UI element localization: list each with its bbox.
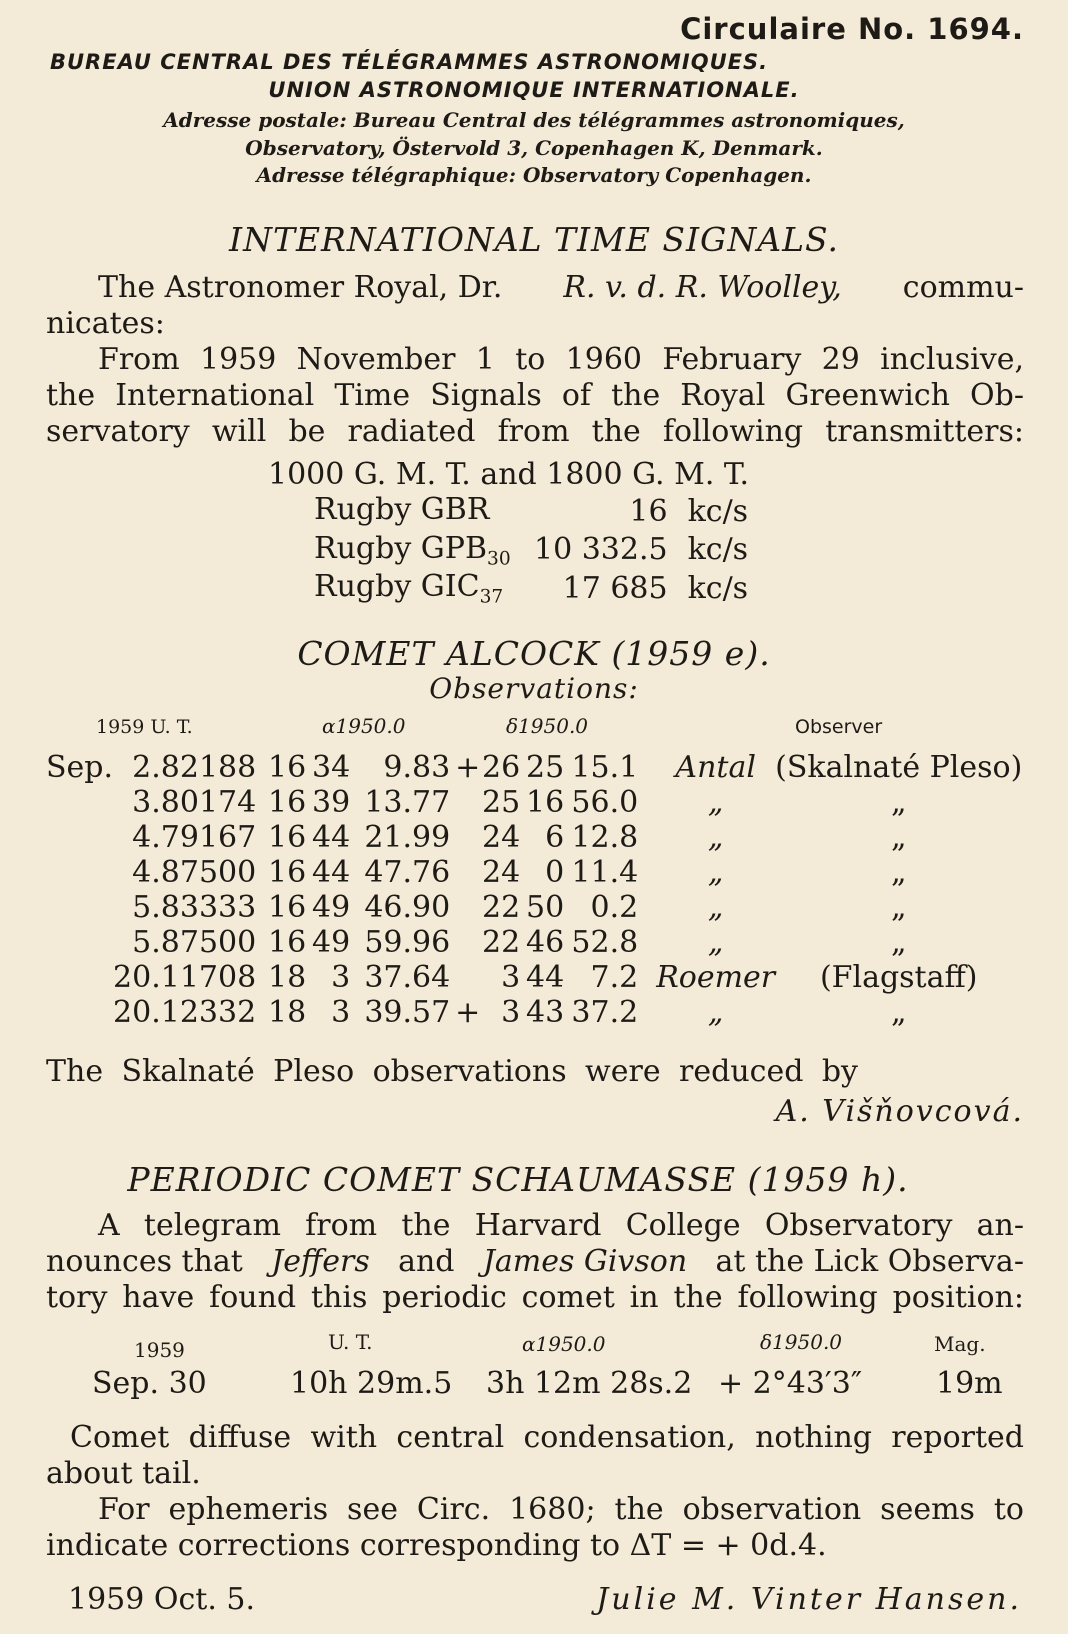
schaumasse-col-ra: α1950.0 bbox=[522, 1332, 606, 1356]
alcock-subtitle: Observations: bbox=[429, 672, 639, 705]
obs-ra-h: 18 bbox=[268, 960, 307, 995]
astronomer-name: R. v. d. R. Woolley, bbox=[563, 270, 842, 305]
postal-address-line-1: Adresse postale: Bureau Central des télégrammes astronomiques, bbox=[163, 108, 905, 132]
schaumasse-title: PERIODIC COMET SCHAUMASSE (1959 h). bbox=[127, 1160, 909, 1199]
circular-number: Circulaire No. 1694. bbox=[680, 12, 1024, 46]
obs-station: „ bbox=[890, 925, 907, 960]
obs-dec-d: 24 bbox=[482, 820, 521, 855]
intro-text-end: commu- bbox=[902, 270, 1024, 305]
schaumasse-col-dec: δ1950.0 bbox=[760, 1330, 843, 1354]
transmitter-station: Rugby $GIC_{37}$ bbox=[314, 569, 504, 608]
schaumasse-para-line-2 bbox=[46, 1244, 1024, 1279]
bureau-name: BUREAU CENTRAL DES TÉLÉGRAMMES ASTRONOMIQUES. bbox=[50, 50, 769, 74]
transmitter-row bbox=[314, 531, 748, 570]
obs-station: „ bbox=[890, 855, 907, 890]
obs-ra-s: 37.64 bbox=[364, 960, 451, 995]
obs-station: „ bbox=[890, 890, 907, 925]
obs-day: 3.80174 bbox=[132, 785, 257, 820]
schaumasse-ut: 10h 29m.5 bbox=[290, 1366, 453, 1401]
obs-dec-d: 26 bbox=[482, 750, 521, 785]
schaumasse-para-line-1: A telegram from the Harvard College Observatory an- bbox=[98, 1208, 1024, 1243]
schaumasse-para-line-3: tory have found this periodic comet in the following position: bbox=[46, 1280, 1024, 1315]
alcock-col-observer: Observer bbox=[795, 716, 883, 738]
obs-dec-m: 50 bbox=[526, 890, 565, 925]
comet-description-line-1: Comet diffuse with central condensation, nothing reported bbox=[70, 1420, 1024, 1455]
obs-day: 4.79167 bbox=[132, 820, 257, 855]
observation-row bbox=[46, 925, 1022, 960]
obs-ra-m: 34 bbox=[312, 750, 351, 785]
obs-day: 20.12332 bbox=[113, 995, 257, 1030]
schaumasse-mag: 19m bbox=[936, 1366, 1003, 1401]
obs-dec-d: 3 bbox=[501, 995, 521, 1030]
obs-ra-s: 46.90 bbox=[364, 890, 451, 925]
transmitter-frequency: 17 685 bbox=[562, 570, 668, 606]
obs-observer: „ bbox=[707, 855, 724, 890]
transmitter-frequency: 10 332.5 bbox=[534, 532, 668, 568]
alcock-col-dec: δ1950.0 bbox=[506, 714, 589, 738]
reducer-name: A. Višňovcová. bbox=[775, 1094, 1024, 1129]
obs-month bbox=[46, 890, 113, 925]
observation-row bbox=[46, 890, 1022, 925]
obs-observer: „ bbox=[707, 925, 724, 960]
text: nounces that bbox=[46, 1244, 243, 1279]
observation-row bbox=[46, 820, 1022, 855]
obs-observer: Antal bbox=[675, 750, 756, 785]
obs-station: (Skalnaté Pleso) bbox=[775, 750, 1023, 785]
reduction-note: The Skalnaté Pleso observations were reduced by bbox=[46, 1054, 858, 1089]
obs-observer: „ bbox=[707, 995, 724, 1030]
time-signals-intro-line-1 bbox=[98, 270, 1024, 305]
obs-dec-s: 52.8 bbox=[571, 925, 639, 960]
obs-month: Sep. bbox=[46, 750, 114, 785]
obs-observer: „ bbox=[707, 890, 724, 925]
obs-day: 5.87500 bbox=[132, 925, 257, 960]
text: and bbox=[398, 1244, 455, 1279]
discoverer-2: James Givson bbox=[482, 1244, 688, 1279]
comet-description-line-2: about tail. bbox=[46, 1456, 201, 1491]
obs-station: „ bbox=[890, 785, 907, 820]
transmitter-unit: kc/s bbox=[687, 493, 749, 529]
obs-dec-s: 37.2 bbox=[571, 995, 639, 1030]
obs-ra-m: 49 bbox=[312, 925, 351, 960]
obs-dec-sign: + bbox=[455, 750, 481, 785]
transmitter-station: Rugby GBR bbox=[314, 492, 490, 527]
time-signals-period-line-1: From 1959 November 1 to 1960 February 29 inclusive, bbox=[98, 342, 1024, 377]
alcock-title: COMET ALCOCK (1959 e). bbox=[297, 634, 771, 673]
issue-date: 1959 Oct. 5. bbox=[68, 1582, 256, 1617]
transmitter-frequency: 16 bbox=[629, 493, 668, 529]
union-name: UNION ASTRONOMIQUE INTERNATIONALE. bbox=[268, 78, 800, 102]
obs-dec-m: 0 bbox=[545, 855, 565, 890]
telegraph-address: Adresse télégraphique: Observatory Copenhagen. bbox=[256, 163, 812, 187]
observation-row bbox=[46, 750, 1022, 785]
transmitter-table bbox=[314, 492, 748, 608]
obs-ra-s: 39.57 bbox=[364, 995, 451, 1030]
obs-dec-sign bbox=[450, 890, 480, 925]
schaumasse-ra: 3h 12m 28s.2 bbox=[486, 1366, 693, 1401]
obs-dec-s: 7.2 bbox=[590, 960, 639, 995]
alcock-observations bbox=[46, 750, 1022, 1030]
obs-month bbox=[46, 960, 113, 995]
time-signals-title: INTERNATIONAL TIME SIGNALS. bbox=[229, 220, 839, 259]
obs-month bbox=[46, 925, 113, 960]
schaumasse-col-year: 1959 bbox=[134, 1338, 185, 1362]
time-signals-period-line-2: the International Time Signals of the Royal Greenwich Ob- bbox=[46, 378, 1024, 413]
obs-station: „ bbox=[890, 820, 907, 855]
discoverer-1: Jeffers bbox=[271, 1244, 370, 1279]
obs-station: (Flagstaff) bbox=[819, 960, 978, 995]
obs-ra-s: 47.76 bbox=[364, 855, 451, 890]
obs-station: „ bbox=[890, 995, 907, 1030]
postal-address-line-2: Observatory, Östervold 3, Copenhagen K, Denmark. bbox=[245, 136, 823, 160]
obs-dec-s: 11.4 bbox=[571, 855, 639, 890]
obs-ra-h: 16 bbox=[268, 820, 307, 855]
obs-dec-m: 25 bbox=[526, 750, 565, 785]
text: at the Lick Observa- bbox=[715, 1244, 1024, 1279]
signal-times: 1000 G. M. T. and 1800 G. M. T. bbox=[268, 457, 750, 492]
observation-row bbox=[46, 960, 1022, 995]
time-signals-intro-line-2: nicates: bbox=[46, 306, 165, 341]
obs-dec-d: 24 bbox=[482, 855, 521, 890]
obs-day: 4.87500 bbox=[132, 855, 257, 890]
obs-observer: „ bbox=[707, 785, 724, 820]
obs-dec-d: 22 bbox=[482, 890, 521, 925]
obs-dec-sign bbox=[450, 925, 480, 960]
obs-ra-s: 59.96 bbox=[364, 925, 451, 960]
obs-month bbox=[46, 995, 113, 1030]
transmitter-unit: kc/s bbox=[687, 570, 749, 606]
transmitter-row bbox=[314, 492, 748, 531]
obs-ra-m: 49 bbox=[312, 890, 351, 925]
obs-dec-d: 25 bbox=[482, 785, 521, 820]
observation-row bbox=[46, 855, 1022, 890]
obs-ra-h: 18 bbox=[268, 995, 307, 1030]
schaumasse-date: Sep. 30 bbox=[92, 1366, 207, 1401]
obs-observer: „ bbox=[707, 820, 724, 855]
transmitter-row bbox=[314, 569, 748, 608]
obs-ra-s: 9.83 bbox=[383, 750, 451, 785]
intro-text: The Astronomer Royal, Dr. bbox=[98, 270, 503, 305]
ephemeris-note-line-1: For ephemeris see Circ. 1680; the observation seems to bbox=[98, 1492, 1024, 1527]
obs-ra-m: 3 bbox=[331, 960, 351, 995]
obs-dec-sign bbox=[450, 820, 480, 855]
observation-row bbox=[46, 995, 1022, 1030]
obs-ra-h: 16 bbox=[268, 855, 307, 890]
obs-dec-d: 3 bbox=[501, 960, 521, 995]
obs-ra-h: 16 bbox=[268, 785, 307, 820]
obs-ra-m: 44 bbox=[312, 820, 351, 855]
obs-ra-h: 16 bbox=[268, 750, 307, 785]
ephemeris-note-line-2: indicate corrections corresponding to ΔT = + 0d.4. bbox=[46, 1528, 827, 1563]
schaumasse-col-mag: Mag. bbox=[934, 1332, 986, 1356]
alcock-col-ra: α1950.0 bbox=[322, 714, 406, 738]
obs-ra-m: 39 bbox=[312, 785, 351, 820]
schaumasse-dec: + 2°43′3″ bbox=[718, 1366, 863, 1401]
obs-ra-s: 13.77 bbox=[364, 785, 451, 820]
observation-row bbox=[46, 785, 1022, 820]
obs-dec-sign bbox=[450, 960, 480, 995]
obs-month bbox=[46, 785, 113, 820]
obs-observer: Roemer bbox=[656, 960, 776, 995]
obs-dec-sign bbox=[450, 855, 480, 890]
obs-dec-d: 22 bbox=[482, 925, 521, 960]
obs-dec-sign bbox=[450, 785, 480, 820]
obs-dec-s: 0.2 bbox=[590, 890, 639, 925]
obs-ra-h: 16 bbox=[268, 925, 307, 960]
obs-day: 2.82188 bbox=[132, 750, 257, 785]
obs-month bbox=[46, 820, 113, 855]
signature: Julie M. Vinter Hansen. bbox=[596, 1582, 1022, 1617]
obs-dec-s: 56.0 bbox=[571, 785, 639, 820]
obs-dec-s: 15.1 bbox=[571, 750, 639, 785]
obs-ra-h: 16 bbox=[268, 890, 307, 925]
transmitter-unit: kc/s bbox=[687, 532, 749, 568]
obs-dec-m: 16 bbox=[526, 785, 565, 820]
obs-day: 20.11708 bbox=[113, 960, 257, 995]
obs-ra-m: 3 bbox=[331, 995, 351, 1030]
obs-month bbox=[46, 855, 113, 890]
obs-dec-m: 6 bbox=[545, 820, 565, 855]
transmitter-station: Rugby $GPB_{30}$ bbox=[314, 530, 511, 569]
obs-ra-m: 44 bbox=[312, 855, 351, 890]
obs-dec-s: 12.8 bbox=[571, 820, 639, 855]
obs-dec-m: 43 bbox=[526, 995, 565, 1030]
obs-day: 5.83333 bbox=[132, 890, 257, 925]
schaumasse-col-ut: U. T. bbox=[328, 1330, 373, 1354]
time-signals-period-line-3: servatory will be radiated from the following transmitters: bbox=[46, 414, 1024, 449]
obs-dec-m: 44 bbox=[526, 960, 565, 995]
obs-dec-sign: + bbox=[455, 995, 481, 1030]
obs-ra-s: 21.99 bbox=[364, 820, 451, 855]
obs-dec-m: 46 bbox=[526, 925, 565, 960]
alcock-col-ut: 1959 U. T. bbox=[96, 716, 193, 738]
